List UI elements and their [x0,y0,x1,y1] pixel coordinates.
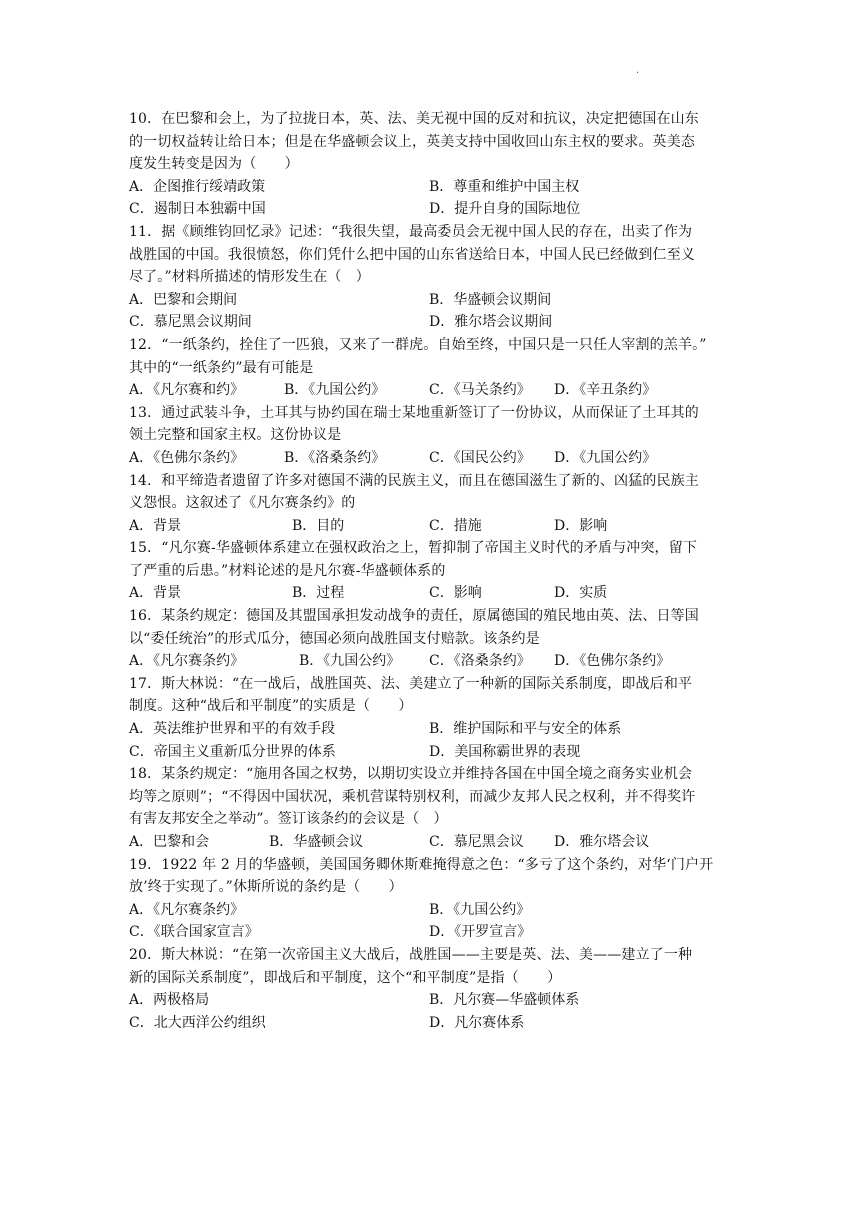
option-b: B．凡尔赛—华盛顿体系 [429,992,580,1009]
question-text: 19．1922 年 2 月的华盛顿，美国国务卿休斯难掩得意之色：“多亏了这个条约，对华‘门户开 [129,856,714,873]
option-a: A．企图推行绥靖政策 [129,178,266,195]
option-b: B．尊重和维护中国主权 [429,178,580,195]
question-text: 有害友邦安全之举动”。签订该条约的会议是（ ） [129,811,448,828]
question-text: 12．“一纸条约，拴住了一匹狼，又来了一群虎。自始至终，中国只是一只任人宰割的羔羊。” [129,336,707,353]
option-a: A．英法维护世界和平的有效手段 [129,721,336,738]
option-b: B．《九国公约》 [284,382,386,399]
option-c: C．《联合国家宣言》 [129,924,259,941]
option-b: B．华盛顿会议期间 [429,291,552,308]
question-18 [129,763,729,853]
question-text: 领土完整和国家主权。这份协议是 [129,427,342,444]
option-c: C．《洛桑条约》 [429,653,531,670]
option-b: B．维护国际和平与安全的体系 [429,721,622,738]
question-text: 放’终于实现了。”休斯所说的条约是（ ） [129,879,403,896]
option-d: D．雅尔塔会议 [554,834,650,850]
option-d: D．《辛丑条约》 [554,382,657,399]
option-a: A．背景 [129,585,182,602]
question-13 [129,402,729,470]
option-a: A．《色佛尔条约》 [129,449,245,466]
question-text: 11．据《顾维钧回忆录》记述：“我很失望，最高委员会无视中国人民的存在，出卖了作为 [129,223,693,240]
question-19 [129,854,729,944]
option-c: C．慕尼黑会议期间 [129,314,252,331]
question-16 [129,605,729,673]
question-text: 以“委任统治”的形式瓜分，德国必须向战胜国支付赔款。该条约是 [129,630,540,647]
option-a: A．背景 [129,517,182,534]
option-a: A．巴黎和会期间 [129,291,238,308]
question-text: 14．和平缔造者遗留了许多对德国不满的民族主义，而且在德国滋生了新的、凶猛的民族主 [129,472,699,489]
option-c: C．慕尼黑会议 [429,834,524,850]
question-text: 尽了。”材料所描述的情形发生在（ ） [129,269,370,286]
question-text: 的一切权益转让给日本；但是在华盛顿会议上，英美支持中国收回山东主权的要求。英美态 [129,133,695,150]
question-20 [129,944,729,1034]
page-mark: · [636,68,640,79]
question-10 [129,108,729,221]
question-14 [129,470,729,538]
option-b: B．目的 [292,517,345,534]
option-b: B．《九国公约》 [429,901,531,918]
question-text: 战胜国的中国。我很愤怒，你们凭什么把中国的山东省送给日本，中国人民已经做到仁至义 [129,246,695,263]
option-d: D．提升自身的国际地位 [429,201,581,218]
question-text: 16．某条约规定：德国及其盟国承担发动战争的责任，原属德国的殖民地由英、法、日等国 [129,608,699,625]
option-c: C．遏制日本独霸中国 [129,201,266,218]
question-text: 20．斯大林说：“在第一次帝国主义大战后，战胜国——主要是英、法、美——建立了一种 [129,946,693,963]
question-text: 13．通过武装斗争，土耳其与协约国在瑞士某地重新签订了一份协议，从而保证了土耳其的 [129,404,699,421]
question-text: 均等之原则”；“不得因中国状况，乘机营谋特别权利，而减少友邦人民之权利，并不得奖许 [129,788,696,805]
question-text: 新的国际关系制度”，即战后和平制度，这个“和平制度”是指（ ） [129,969,562,986]
question-17 [129,673,729,763]
option-d: D．《开罗宣言》 [429,924,532,941]
option-d: D．《色佛尔条约》 [554,653,671,670]
option-d: D．实质 [554,585,608,602]
option-b: B．过程 [292,585,345,602]
option-a: A．《凡尔赛条约》 [129,901,245,918]
question-text: 15．“凡尔赛-华盛顿体系建立在强权政治之上，暂抑制了帝国主义时代的矛盾与冲突，留下 [129,540,697,557]
option-d: D．雅尔塔会议期间 [429,314,553,331]
option-c: C．帝国主义重新瓜分世界的体系 [129,743,336,760]
question-text: 17．斯大林说：“在一战后，战胜国英、法、美建立了一种新的国际关系制度，即战后和平 [129,675,693,692]
question-11 [129,221,729,334]
option-c: C．北大西洋公约组织 [129,1014,266,1031]
option-a: A．巴黎和会 [129,834,210,850]
option-a: A．《凡尔赛和约》 [129,382,245,399]
question-text: 了严重的后患。”材料论述的是凡尔赛-华盛顿体系的 [129,562,446,579]
option-c: C．《马关条约》 [429,382,531,399]
question-15 [129,537,729,605]
question-text: 其中的“一纸条约”最有可能是 [129,359,314,376]
question-text: 义怨恨。这叙述了《凡尔赛条约》的 [129,495,356,512]
option-d: D．影响 [554,517,608,534]
question-12 [129,334,729,402]
option-c: C．影响 [429,585,482,602]
option-a: A．两极格局 [129,992,210,1009]
option-d: D．美国称霸世界的表现 [429,743,581,760]
option-a: A．《凡尔赛条约》 [129,653,245,670]
question-text: 10．在巴黎和会上，为了拉拢日本，英、法、美无视中国的反对和抗议，决定把德国在山东 [129,111,699,127]
option-b: B．《洛桑条约》 [284,449,386,466]
option-b: B．华盛顿会议 [269,834,364,850]
question-text: 度发生转变是因为（ ） [129,156,299,173]
option-d: D．《九国公约》 [554,449,657,466]
question-list [129,108,729,1034]
question-text: 18．某条约规定：“施用各国之权势，以期切实设立并维持各国在中国全境之商务实业机会 [129,766,693,783]
option-c: C．措施 [429,517,482,534]
option-d: D．凡尔赛体系 [429,1014,525,1031]
option-b: B．《九国公约》 [299,653,401,670]
question-text: 制度。这种“战后和平制度”的实质是（ ） [129,698,413,715]
option-c: C．《国民公约》 [429,449,531,466]
